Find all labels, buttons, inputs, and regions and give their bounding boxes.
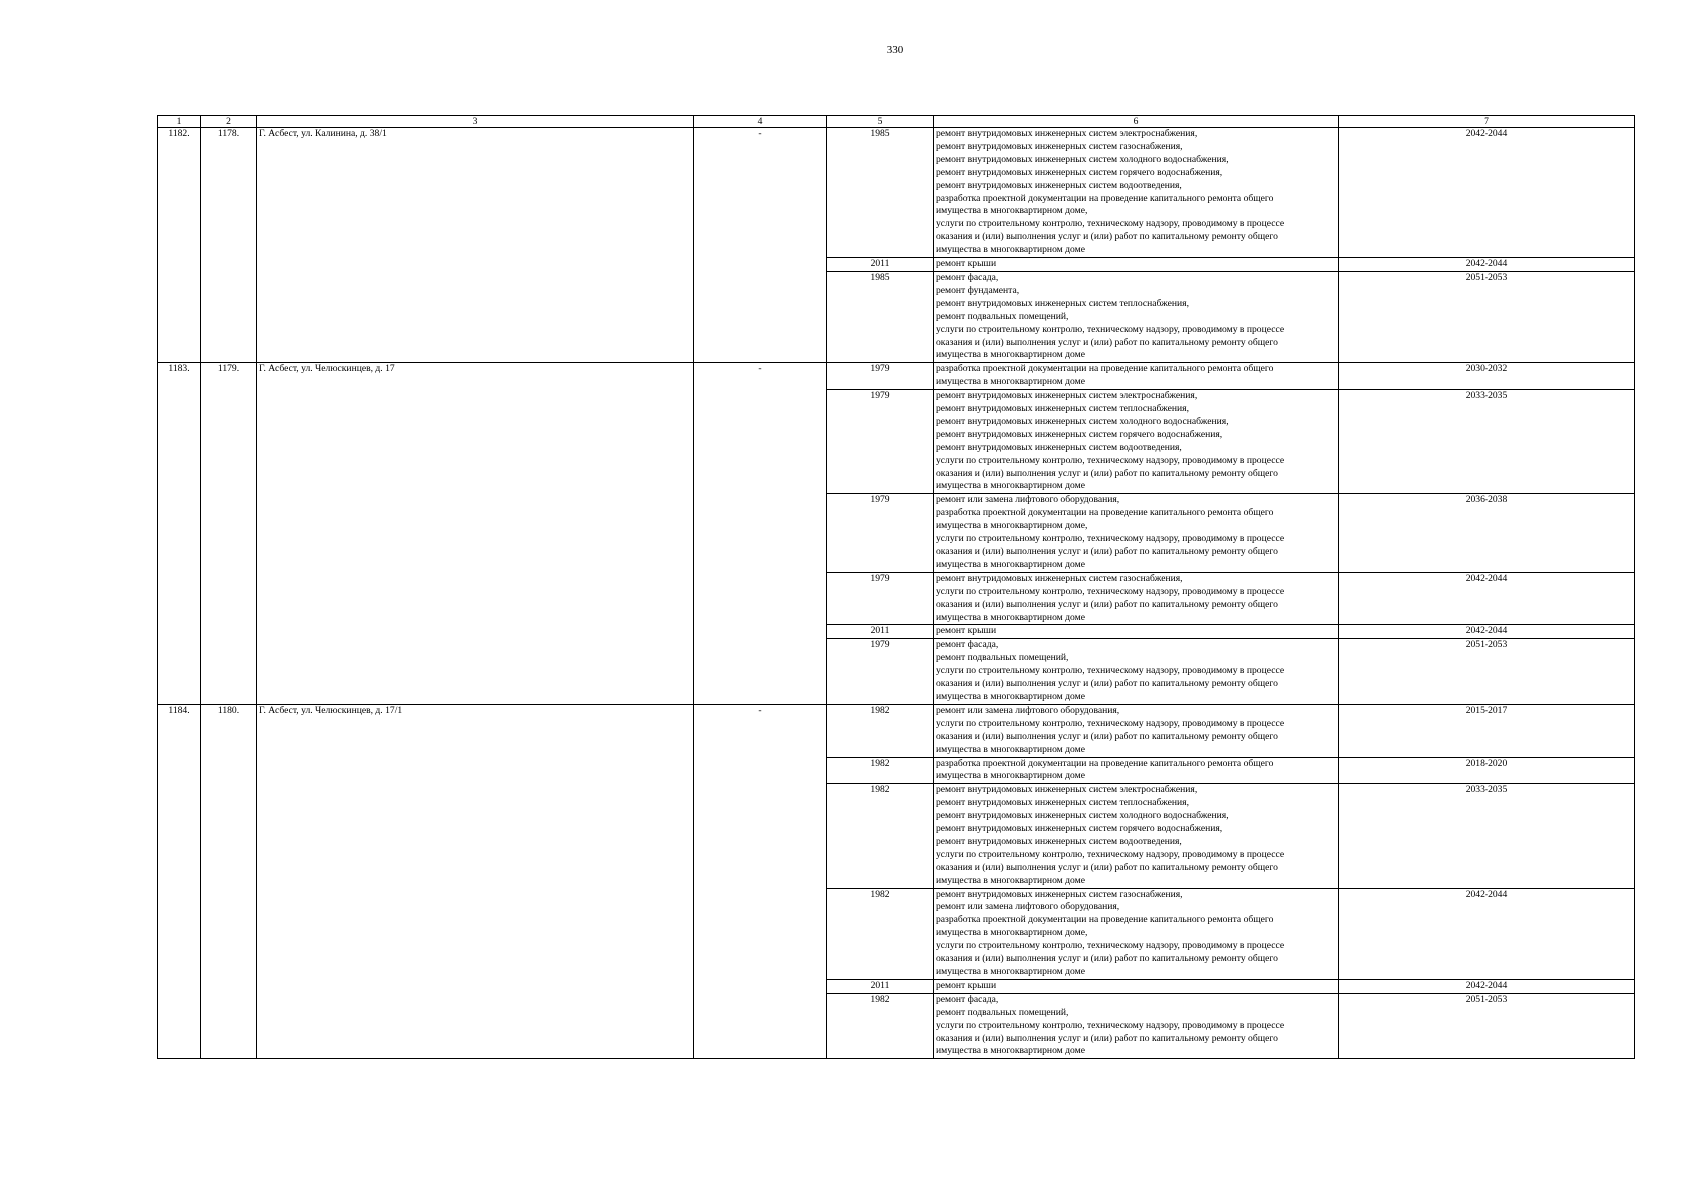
house-id: 1180. — [201, 704, 257, 1058]
header-col-2: 2 — [201, 116, 257, 128]
house-id: 1178. — [201, 128, 257, 363]
row-number: 1183. — [158, 363, 201, 705]
table-row — [158, 704, 1635, 757]
year-value: 2011 — [827, 625, 934, 639]
table-row — [158, 363, 1635, 390]
row-number: 1182. — [158, 128, 201, 363]
year-value: 1979 — [827, 494, 934, 572]
year-value: 2011 — [827, 258, 934, 272]
year-value: 1979 — [827, 572, 934, 625]
year-value: 1982 — [827, 757, 934, 784]
year-value: 1979 — [827, 363, 934, 390]
header-col-6: 6 — [934, 116, 1339, 128]
works-list: ремонт или замена лифтового оборудования, услуги по строительному контролю, техническому надзору, проводимому в процессе оказания и (или) выполнения услуг и (или) работ по капитальному ремонту общего имущества в многоквартирном доме — [934, 704, 1339, 757]
works-list: ремонт внутридомовых инженерных систем электроснабжения, ремонт внутридомовых инженерных систем теплоснабжения, ремонт внутридомовых инженерных систем холодного водоснабжения, ремонт внутридомовых инженерных систем горячего водоснабжения, ремонт внутридомовых инженерных систем водоотведения, услуги по строительному контролю, техническому надзору, проводимому в процессе оказания и (или) выполнения услуг и (или) работ по капитальному ремонту общего имущества в многоквартирном доме — [934, 390, 1339, 494]
works-list: ремонт внутридомовых инженерных систем электроснабжения, ремонт внутридомовых инженерных систем газоснабжения, ремонт внутридомовых инженерных систем холодного водоснабжения, ремонт внутридомовых инженерных систем горячего водоснабжения, ремонт внутридомовых инженерных систем водоотведения, разработка проектной документации на проведение капитального ремонта общего имущества в многоквартирном доме, услуги по строительному контролю, техническому надзору, проводимому в процессе оказания и (или) выполнения услуг и (или) работ по капитальному ремонту общего имущества в многоквартирном доме — [934, 128, 1339, 258]
year-value: 1982 — [827, 704, 934, 757]
period-value: 2051-2053 — [1339, 639, 1635, 705]
year-value: 1982 — [827, 888, 934, 979]
col-4-value: - — [694, 363, 827, 705]
period-value: 2042-2044 — [1339, 128, 1635, 258]
works-list: ремонт фасада, ремонт подвальных помещений, услуги по строительному контролю, техническому надзору, проводимому в процессе оказания и (или) выполнения услуг и (или) работ по капитальному ремонту общего имущества в многоквартирном доме — [934, 639, 1339, 705]
period-value: 2042-2044 — [1339, 572, 1635, 625]
year-value: 1979 — [827, 639, 934, 705]
page-number: 330 — [886, 44, 904, 56]
table-row — [158, 128, 1635, 258]
works-list: ремонт внутридомовых инженерных систем газоснабжения, услуги по строительному контролю, техническому надзору, проводимому в процессе оказания и (или) выполнения услуг и (или) работ по капитальному ремонту общего имущества в многоквартирном доме — [934, 572, 1339, 625]
year-value: 1985 — [827, 271, 934, 362]
period-value: 2051-2053 — [1339, 271, 1635, 362]
works-list: ремонт крыши — [934, 625, 1339, 639]
period-value: 2015-2017 — [1339, 704, 1635, 757]
works-list: ремонт или замена лифтового оборудования, разработка проектной документации на проведение капитального ремонта общего имущества в многоквартирном доме, услуги по строительному контролю, техническому надзору, проводимому в процессе оказания и (или) выполнения услуг и (или) работ по капитальному ремонту общего имущества в многоквартирном доме — [934, 494, 1339, 572]
header-col-7: 7 — [1339, 116, 1635, 128]
row-number: 1184. — [158, 704, 201, 1058]
col-4-value: - — [694, 704, 827, 1058]
works-list: ремонт крыши — [934, 258, 1339, 272]
year-value: 1982 — [827, 784, 934, 888]
period-value: 2051-2053 — [1339, 993, 1635, 1059]
table-body — [158, 128, 1635, 1059]
period-value: 2030-2032 — [1339, 363, 1635, 390]
house-address: Г. Асбест, ул. Челюскинцев, д. 17/1 — [257, 704, 694, 1058]
works-list: ремонт внутридомовых инженерных систем электроснабжения, ремонт внутридомовых инженерных систем теплоснабжения, ремонт внутридомовых инженерных систем холодного водоснабжения, ремонт внутридомовых инженерных систем горячего водоснабжения, ремонт внутридомовых инженерных систем водоотведения, услуги по строительному контролю, техническому надзору, проводимому в процессе оказания и (или) выполнения услуг и (или) работ по капитальному ремонту общего имущества в многоквартирном доме — [934, 784, 1339, 888]
period-value: 2042-2044 — [1339, 258, 1635, 272]
header-col-3: 3 — [257, 116, 694, 128]
works-list: разработка проектной документации на проведение капитального ремонта общего имущества в многоквартирном доме — [934, 363, 1339, 390]
period-value: 2042-2044 — [1339, 625, 1635, 639]
period-value: 2033-2035 — [1339, 784, 1635, 888]
header-row — [158, 116, 1635, 128]
period-value: 2036-2038 — [1339, 494, 1635, 572]
header-col-5: 5 — [827, 116, 934, 128]
header-col-4: 4 — [694, 116, 827, 128]
period-value: 2042-2044 — [1339, 979, 1635, 993]
works-list: ремонт фасада, ремонт подвальных помещений, услуги по строительному контролю, техническому надзору, проводимому в процессе оказания и (или) выполнения услуг и (или) работ по капитальному ремонту общего имущества в многоквартирном доме — [934, 993, 1339, 1059]
table-header — [158, 116, 1635, 128]
house-address: Г. Асбест, ул. Челюскинцев, д. 17 — [257, 363, 694, 705]
house-id: 1179. — [201, 363, 257, 705]
works-list: ремонт внутридомовых инженерных систем газоснабжения, ремонт или замена лифтового оборудования, разработка проектной документации на проведение капитального ремонта общего имущества в многоквартирном доме, услуги по строительному контролю, техническому надзору, проводимому в процессе оказания и (или) выполнения услуг и (или) работ по капитальному ремонту общего имущества в многоквартирном доме — [934, 888, 1339, 979]
year-value: 1982 — [827, 993, 934, 1059]
header-col-1: 1 — [158, 116, 201, 128]
col-4-value: - — [694, 128, 827, 363]
period-value: 2042-2044 — [1339, 888, 1635, 979]
works-list: разработка проектной документации на проведение капитального ремонта общего имущества в многоквартирном доме — [934, 757, 1339, 784]
year-value: 1985 — [827, 128, 934, 258]
year-value: 1979 — [827, 390, 934, 494]
house-address: Г. Асбест, ул. Калинина, д. 38/1 — [257, 128, 694, 363]
works-list: ремонт крыши — [934, 979, 1339, 993]
year-value: 2011 — [827, 979, 934, 993]
works-list: ремонт фасада, ремонт фундамента, ремонт внутридомовых инженерных систем теплоснабжения, ремонт подвальных помещений, услуги по строительному контролю, техническому надзору, проводимому в процессе оказания и (или) выполнения услуг и (или) работ по капитальному ремонту общего имущества в многоквартирном доме — [934, 271, 1339, 362]
period-value: 2018-2020 — [1339, 757, 1635, 784]
repair-schedule-table — [157, 115, 1635, 1059]
period-value: 2033-2035 — [1339, 390, 1635, 494]
